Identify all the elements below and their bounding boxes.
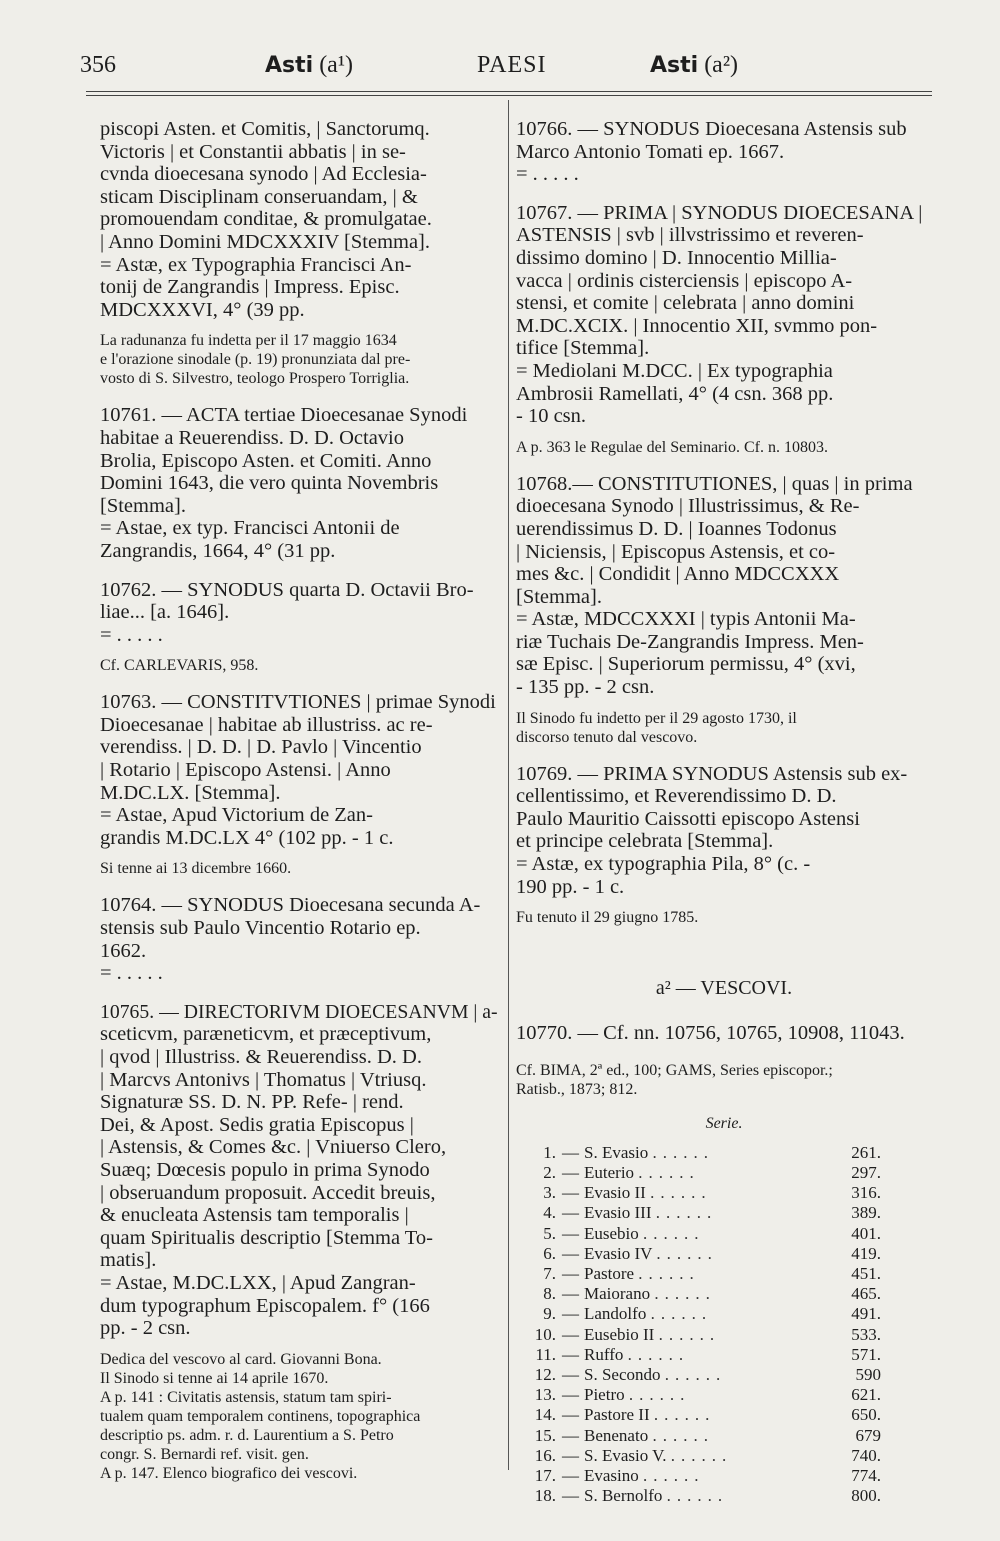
- bishop-row: [516, 1365, 881, 1385]
- bishop-row: [516, 1446, 881, 1466]
- text-line: stensis sub Paulo Vincentio Rotario ep.: [100, 917, 421, 940]
- bishop-row: [516, 1345, 881, 1365]
- bishop-name: Evasino: [584, 1466, 639, 1486]
- header-rule-top: [86, 91, 932, 92]
- text-line: verendiss. | D. D. | D. Pavlo | Vincentio: [100, 736, 422, 759]
- bishop-name-cell: [584, 1365, 814, 1385]
- bishop-name: S. Bernolfo: [584, 1486, 663, 1506]
- bishop-name: Pastore II: [584, 1405, 650, 1425]
- text-line: Zangrandis, 1664, 4° (31 pp.: [100, 539, 336, 562]
- bishop-name-cell: [584, 1143, 814, 1163]
- text-line: sceticvm, paræneticvm, et præceptivum,: [100, 1023, 432, 1046]
- text-line: grandis M.DC.LX 4° (102 pp. - 1 c.: [100, 826, 394, 849]
- bishop-name-cell: [584, 1244, 814, 1264]
- text-line: 10765. — DIRECTORIVM DIOECESANVM | a-: [100, 1000, 498, 1023]
- bishop-number: 12.: [534, 1365, 556, 1385]
- bishop-dash: —: [562, 1163, 579, 1183]
- entry-10761: [100, 404, 498, 562]
- text-line: = Astae, M.DC.LXX, | Apud Zangran-: [100, 1271, 416, 1294]
- bishop-name-cell: [584, 1163, 814, 1183]
- column-divider: [508, 100, 509, 1470]
- entry-10770-note: [516, 1061, 932, 1099]
- bishop-row: [516, 1325, 881, 1345]
- bishop-page: 590: [855, 1365, 881, 1385]
- bishop-row: [516, 1426, 881, 1446]
- leader-dots: ......: [655, 1203, 718, 1223]
- bishop-number: 2.: [543, 1163, 556, 1183]
- leader-dots: ......: [670, 1445, 733, 1465]
- bishop-number: 3.: [543, 1183, 556, 1203]
- bishop-dash: —: [562, 1203, 579, 1223]
- header-center: PAESI: [477, 52, 547, 78]
- entry-10762-note: Cf. CARLEVARIS, 958.: [100, 657, 259, 675]
- bishop-dash: —: [562, 1183, 579, 1203]
- text-line: = Astæ, MDCCXXXI | typis Antonii Ma-: [516, 608, 856, 631]
- bishop-row: [516, 1486, 881, 1506]
- bishop-dash: —: [562, 1445, 579, 1465]
- entry-continued: [100, 118, 498, 321]
- leader-dots: ......: [638, 1264, 700, 1284]
- bishop-row: [516, 1304, 881, 1324]
- entry-10768-note: [516, 709, 932, 747]
- right-column: [516, 118, 932, 1506]
- page-number: 356: [80, 52, 116, 78]
- text-line: A p. 141 : Civitatis astensis, statum tam spiri-: [100, 1388, 392, 1406]
- bishop-dash: —: [562, 1486, 579, 1506]
- bishop-page: 465.: [851, 1284, 881, 1304]
- entry-10764: [100, 894, 498, 984]
- text-line: Il Sinodo fu indetto per il 29 agosto 1730, il: [516, 709, 797, 727]
- text-line: mes &c. | Condidit | Anno MDCCXXX: [516, 563, 840, 586]
- text-line: Dedica del vescovo al card. Giovanni Bona.: [100, 1350, 382, 1368]
- text-line: - 10 csn.: [516, 405, 587, 428]
- entry-10762: [100, 579, 498, 647]
- bishop-number: 9.: [543, 1304, 556, 1324]
- entry-10767: [516, 202, 932, 428]
- leader-dots: ......: [650, 1304, 713, 1324]
- bishop-number: 11.: [535, 1344, 556, 1364]
- text-line: | Niciensis, | Episcopus Astensis, et co-: [516, 540, 836, 563]
- text-line: Dioecesanae | habitae ab illustriss. ac re-: [100, 713, 433, 736]
- text-line: La radunanza fu indetta per il 17 maggio 1634: [100, 332, 397, 350]
- bishop-dash: —: [562, 1223, 579, 1243]
- text-line: 10762. — SYNODUS quarta D. Octavii Bro-: [100, 578, 474, 601]
- bishop-number: 1.: [543, 1142, 556, 1162]
- text-line: sticam Disciplinam conseruandam, | &: [100, 185, 418, 208]
- text-line: | Astensis, & Comes &c. | Vniuerso Clero,: [100, 1136, 447, 1159]
- leader-dots: ......: [652, 1142, 714, 1162]
- text-line: 10764. — SYNODUS Dioecesana secunda A-: [100, 894, 481, 917]
- header-left-sub: (a¹): [319, 52, 354, 78]
- bishop-name: Eusebio II: [584, 1324, 655, 1344]
- text-line: tifice [Stemma].: [516, 337, 650, 360]
- bishop-name-cell: [584, 1345, 814, 1365]
- text-line: = Mediolani M.DCC. | Ex typographia: [516, 359, 833, 382]
- serie-title: Serie.: [705, 1114, 743, 1132]
- bishop-page: 621.: [851, 1385, 881, 1405]
- text-line: Signaturæ SS. D. N. PP. Refe- | rend.: [100, 1091, 404, 1114]
- text-line: 10766. — SYNODUS Dioecesana Astensis sub: [516, 118, 907, 140]
- bishop-number: 6.: [543, 1243, 556, 1263]
- bishop-page: 774.: [851, 1466, 881, 1486]
- text-line: vacca | ordinis cisterciensis | episcopo A-: [516, 269, 853, 292]
- bishop-name: Landolfo: [584, 1304, 647, 1324]
- text-line: congr. S. Bernardi ref. visit. gen.: [100, 1445, 309, 1463]
- entry-continued-note: [100, 331, 498, 388]
- text-line: | Rotario | Episcopo Astensi. | Anno: [100, 759, 391, 782]
- bishop-name: Ruffo: [584, 1344, 624, 1364]
- bishop-row: [516, 1224, 881, 1244]
- text-line: vosto di S. Silvestro, teologo Prospero Torriglia.: [100, 370, 410, 388]
- bishop-name: S. Secondo: [584, 1365, 661, 1385]
- text-line: dum typographum Episcopalem. f° (166: [100, 1294, 430, 1317]
- bishop-page: 297.: [851, 1163, 881, 1183]
- bishop-dash: —: [562, 1304, 579, 1324]
- bishop-name: Benenato: [584, 1425, 649, 1445]
- bishop-number: 13.: [534, 1385, 556, 1405]
- bishop-page: 491.: [851, 1304, 881, 1324]
- bishop-number: 8.: [543, 1284, 556, 1304]
- bishop-number: 15.: [534, 1425, 556, 1445]
- text-line: | Anno Domini MDCXXXIV [Stemma].: [100, 230, 431, 253]
- bishop-name-cell: [584, 1385, 814, 1405]
- text-line: = . . . . .: [100, 962, 163, 985]
- bishop-number: 10.: [534, 1324, 556, 1344]
- header-left: [265, 52, 353, 79]
- text-line: cellentissimo, et Reverendissimo D. D.: [516, 785, 837, 808]
- bishop-row: [516, 1405, 881, 1425]
- bishop-page: 401.: [851, 1223, 881, 1243]
- text-line: ASTENSIS | svb | illvstrissimo et reveren-: [516, 224, 864, 247]
- text-line: e l'orazione sinodale (p. 19) pronunziata dal pre-: [100, 351, 411, 369]
- text-line: Domini 1643, die vero quinta Novembris: [100, 472, 439, 495]
- bishop-dash: —: [562, 1385, 579, 1405]
- bishop-name-cell: [584, 1426, 814, 1446]
- bishop-dash: —: [562, 1466, 579, 1486]
- bishop-page: 650.: [851, 1405, 881, 1425]
- bishop-name-cell: [584, 1203, 814, 1223]
- bishop-page: 679: [855, 1425, 881, 1445]
- bishop-name-cell: [584, 1405, 814, 1425]
- bishop-name-cell: [584, 1486, 814, 1506]
- text-line: = Astæ, ex Typographia Francisci An-: [100, 253, 412, 276]
- leader-dots: ......: [658, 1324, 721, 1344]
- bishop-name: Evasio IV: [584, 1243, 653, 1263]
- leader-dots: ......: [656, 1243, 718, 1263]
- text-line: Il Sinodo si tenne ai 14 aprile 1670.: [100, 1369, 329, 1387]
- text-line: - 135 pp. - 2 csn.: [516, 676, 655, 699]
- bishop-dash: —: [562, 1243, 579, 1263]
- bishop-page: 740.: [851, 1445, 881, 1465]
- bishop-page: 261.: [851, 1142, 881, 1162]
- entry-10763: [100, 691, 498, 849]
- text-line: M.DC.XCIX. | Innocentio XII, svmmo pon-: [516, 314, 878, 337]
- text-line: tonij de Zangrandis | Impress. Episc.: [100, 276, 400, 299]
- bishop-number: 4.: [543, 1203, 556, 1223]
- leader-dots: ......: [643, 1466, 705, 1486]
- bishop-name-cell: [584, 1284, 814, 1304]
- text-line: | qvod | Illustriss. & Reuerendiss. D. D.: [100, 1046, 422, 1068]
- bishop-name: Euterio: [584, 1163, 635, 1183]
- bishop-row: [516, 1466, 881, 1486]
- bishops-table: [516, 1143, 881, 1507]
- bishop-page: 800.: [851, 1486, 881, 1506]
- header-rule-bottom: [86, 95, 932, 96]
- text-line: = Astæ, ex typographia Pila, 8° (c. -: [516, 853, 811, 876]
- text-line: | Marcvs Antonivs | Thomatus | Vtriusq.: [100, 1068, 427, 1091]
- left-column: [100, 118, 498, 1483]
- text-line: discorso tenuto dal vescovo.: [516, 728, 698, 746]
- bishop-name-cell: [584, 1446, 814, 1466]
- text-line: 190 pp. - 1 c.: [516, 875, 625, 898]
- text-line: dioecesana Synodo | Illustrissimus, & Re-: [516, 495, 860, 518]
- bishop-name: Maiorano: [584, 1284, 651, 1304]
- bishop-number: 17.: [534, 1466, 556, 1486]
- bishop-dash: —: [562, 1425, 579, 1445]
- entry-10770: 10770. — Cf. nn. 10756, 10765, 10908, 11043.: [516, 1022, 905, 1045]
- running-header: [80, 52, 930, 92]
- bishop-name: Pietro: [584, 1385, 625, 1405]
- entry-10767-note: A p. 363 le Regulae del Seminario. Cf. n. 10803.: [516, 438, 828, 456]
- leader-dots: ......: [653, 1405, 716, 1425]
- text-line: 10761. — ACTA tertiae Dioecesanae Synodi: [100, 404, 468, 427]
- text-line: stensi, et comite | celebrata | anno domini: [516, 292, 855, 315]
- bishop-row: [516, 1264, 881, 1284]
- text-line: riæ Tuchais De-Zangrandis Impress. Men-: [516, 630, 864, 653]
- bishop-row: [516, 1183, 881, 1203]
- bishop-number: 7.: [543, 1264, 556, 1284]
- bishop-row: [516, 1244, 881, 1264]
- header-right: [650, 52, 738, 79]
- text-line: liae... [a. 1646].: [100, 601, 230, 624]
- text-line: 10767. — PRIMA | SYNODUS DIOECESANA |: [516, 201, 923, 224]
- bishop-row: [516, 1163, 881, 1183]
- entry-10768: [516, 473, 932, 699]
- leader-dots: ......: [654, 1284, 716, 1304]
- bishop-name-cell: [584, 1304, 814, 1324]
- text-line: = . . . . .: [516, 163, 579, 186]
- bishop-number: 18.: [534, 1486, 556, 1506]
- text-line: [Stemma].: [100, 494, 186, 517]
- leader-dots: ......: [638, 1163, 700, 1183]
- entry-10769-note: Fu tenuto il 29 giugno 1785.: [516, 909, 699, 927]
- bishop-page: 389.: [851, 1203, 881, 1223]
- text-line: Marco Antonio Tomati ep. 1667.: [516, 140, 785, 163]
- bishop-row: [516, 1203, 881, 1223]
- bishop-page: 451.: [851, 1264, 881, 1284]
- entry-10765: [100, 1001, 498, 1340]
- text-line: piscopi Asten. et Comitis, | Sanctorumq.: [100, 118, 430, 140]
- text-line: 10763. — CONSTITVTIONES | primae Synodi: [100, 691, 496, 714]
- bishop-dash: —: [562, 1142, 579, 1162]
- bishop-name: S. Evasio V.: [584, 1445, 667, 1465]
- text-line: | obseruandum proposuit. Accedit breuis,: [100, 1181, 436, 1204]
- text-line: dissimo domino | D. Innocentio Millia-: [516, 246, 837, 269]
- text-line: tualem quam temporalem continens, topographica: [100, 1407, 421, 1425]
- text-line: cvnda dioecesana synodo | Ad Ecclesia-: [100, 163, 427, 186]
- bishop-dash: —: [562, 1324, 579, 1344]
- text-line: Cf. BIMA, 2ª ed., 100; GAMS, Series episcopor.;: [516, 1061, 833, 1079]
- text-line: sæ Episc. | Superiorum permissu, 4° (xvi,: [516, 653, 856, 676]
- bishop-dash: —: [562, 1284, 579, 1304]
- bishop-name-cell: [584, 1325, 814, 1345]
- text-line: M.DC.LX. [Stemma].: [100, 781, 281, 804]
- text-line: habitae a Reuerendiss. D. D. Octavio: [100, 426, 404, 449]
- bishop-name: Eusebio: [584, 1223, 639, 1243]
- bishop-name-cell: [584, 1183, 814, 1203]
- entry-10769: [516, 763, 932, 899]
- bishop-row: [516, 1143, 881, 1163]
- header-right-title: Asti: [650, 53, 699, 78]
- text-line: pp. - 2 csn.: [100, 1317, 191, 1340]
- text-line: Victoris | et Constantii abbatis | in se-: [100, 140, 406, 163]
- bishop-page: 571.: [851, 1344, 881, 1364]
- bishop-number: 16.: [534, 1445, 556, 1465]
- bishop-name: Pastore: [584, 1264, 635, 1284]
- text-line: 1662.: [100, 939, 147, 962]
- bishop-row: [516, 1385, 881, 1405]
- bishop-row: [516, 1284, 881, 1304]
- bishop-dash: —: [562, 1365, 579, 1385]
- leader-dots: ......: [652, 1425, 714, 1445]
- text-line: 10768.— CONSTITUTIONES, | quas | in prima: [516, 472, 913, 495]
- text-line: A p. 147. Elenco biografico dei vescovi.: [100, 1464, 358, 1482]
- text-line: Paulo Mauritio Caissotti episcopo Astensi: [516, 807, 860, 830]
- text-line: matis].: [100, 1249, 157, 1272]
- text-line: Suæq; Dœcesis populo in prima Synodo: [100, 1158, 430, 1181]
- entry-10765-notes: [100, 1350, 498, 1483]
- bishop-number: 5.: [543, 1223, 556, 1243]
- bishop-name-cell: [584, 1466, 814, 1486]
- text-line: Ambrosii Ramellati, 4° (4 csn. 368 pp.: [516, 382, 834, 405]
- bishop-name: Evasio III: [584, 1203, 652, 1223]
- bishop-page: 419.: [851, 1243, 881, 1263]
- bishop-name-cell: [584, 1224, 814, 1244]
- header-left-title: Asti: [265, 53, 314, 78]
- bishop-dash: —: [562, 1264, 579, 1284]
- text-line: Ratisb., 1873; 812.: [516, 1080, 638, 1098]
- text-line: promouendam conditae, & promulgatae.: [100, 208, 432, 231]
- leader-dots: ......: [628, 1385, 691, 1405]
- bishop-name-cell: [584, 1264, 814, 1284]
- text-line: MDCXXXVI, 4° (39 pp.: [100, 298, 305, 321]
- text-line: quam Spiritualis descriptio [Stemma To-: [100, 1226, 433, 1249]
- text-line: = Astae, Apud Victorium de Zan-: [100, 804, 373, 827]
- bishop-name: S. Evasio: [584, 1142, 649, 1162]
- bishop-number: 14.: [534, 1405, 556, 1425]
- text-line: = . . . . .: [100, 623, 163, 646]
- leader-dots: ......: [627, 1344, 690, 1364]
- text-line: uerendissimus D. D. | Ioannes Todonus: [516, 517, 837, 540]
- bishop-page: 533.: [851, 1324, 881, 1344]
- bishop-dash: —: [562, 1344, 579, 1364]
- header-right-sub: (a²): [704, 52, 739, 78]
- bishop-page: 316.: [851, 1183, 881, 1203]
- text-line: [Stemma].: [516, 585, 602, 608]
- leader-dots: ......: [643, 1223, 705, 1243]
- leader-dots: ......: [666, 1486, 729, 1506]
- text-line: Brolia, Episcopo Asten. et Comiti. Anno: [100, 449, 432, 472]
- bishop-name: Evasio II: [584, 1183, 646, 1203]
- text-line: descriptio ps. adm. r. d. Laurentium a S. Petro: [100, 1426, 394, 1444]
- entry-10766: [516, 118, 932, 186]
- text-line: 10769. — PRIMA SYNODUS Astensis sub ex-: [516, 762, 908, 785]
- bishop-dash: —: [562, 1405, 579, 1425]
- entry-10763-note: Si tenne ai 13 dicembre 1660.: [100, 860, 292, 878]
- leader-dots: ......: [664, 1365, 727, 1385]
- text-line: et principe celebrata [Stemma].: [516, 830, 774, 853]
- section-heading: a² — VESCOVI.: [655, 977, 793, 1000]
- leader-dots: ......: [650, 1183, 712, 1203]
- text-line: Dei, & Apost. Sedis gratia Episcopus |: [100, 1113, 414, 1136]
- text-line: & enucleata Astensis tam temporalis |: [100, 1204, 409, 1227]
- text-line: = Astae, ex typ. Francisci Antonii de: [100, 517, 400, 540]
